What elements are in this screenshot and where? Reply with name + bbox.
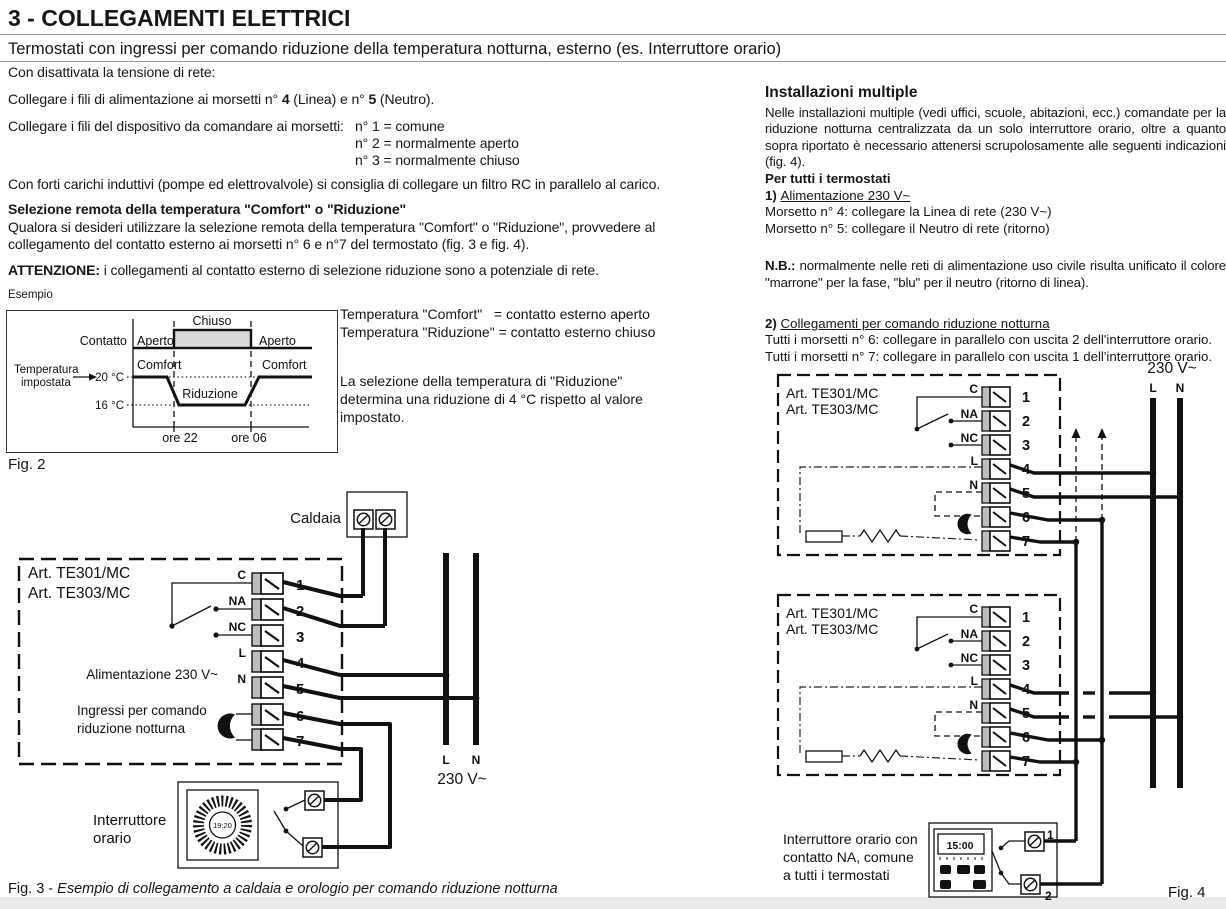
supply-label: Alimentazione 230 V~: [86, 667, 218, 682]
item-1-title: Alimentazione 230 V~: [780, 187, 911, 203]
mains-voltage-label: 230 V~: [1147, 360, 1197, 377]
fig2-side-legend: [340, 306, 655, 341]
fig3-diagram: [0, 478, 560, 880]
moon-icon: [957, 514, 971, 535]
list-item: n° 3 = normalmente chiuso: [355, 152, 520, 168]
svg-text:3: 3: [1022, 438, 1031, 454]
fig3-caption: [8, 881, 558, 897]
display-time: 15:00: [946, 840, 974, 852]
svg-text:C: C: [237, 568, 246, 582]
moon-icon: [957, 734, 971, 755]
svg-text:C: C: [969, 382, 978, 396]
device-terminal-list: [355, 118, 520, 169]
svg-text:NC: NC: [960, 431, 978, 445]
svg-text:6: 6: [1022, 730, 1031, 746]
fig2-caption: Fig. 2: [8, 456, 46, 473]
comfort-label-1: Comfort: [137, 358, 182, 372]
bus-n-label: N: [1175, 381, 1185, 395]
svg-text:7: 7: [1022, 534, 1031, 550]
temp-16-label: 16 °C: [95, 400, 124, 412]
list-item: n° 2 = normalmente aperto: [355, 135, 519, 151]
svg-text:N: N: [471, 753, 481, 767]
svg-text:5: 5: [1022, 706, 1031, 722]
mains-bus: [437, 553, 487, 788]
set-temp-label-1: Temperatura: [14, 364, 79, 376]
set-temp-label-2: impostata: [21, 377, 71, 389]
svg-text:N: N: [237, 672, 246, 686]
mains-bus: [1150, 398, 1183, 788]
divider: [0, 61, 1226, 62]
digital-timer-label-1: Interruttore orario con: [783, 831, 918, 847]
svg-text:5: 5: [1022, 486, 1031, 502]
svg-text:1: 1: [1022, 390, 1031, 406]
article-te301: Art. TE301/MC: [786, 385, 879, 401]
thermostat-1: [778, 375, 1060, 555]
nb-note: [765, 258, 1226, 291]
page-subtitle: Termostati con ingressi per comando riduzione della temperatura notturna, esterno (es. Interruttore orario): [8, 40, 782, 58]
reduction-note: La selezione della temperatura di "Riduzione" determina una riduzione di 4 °C rispetto al valore impostato.: [340, 373, 643, 425]
continuation-arrow-icon: [1072, 428, 1081, 438]
terminal-4-instruction: Morsetto n° 4: collegare la Linea di rete (230 V~): [765, 204, 1052, 220]
svg-text:4: 4: [296, 655, 305, 672]
section-paragraph: Nelle installazioni multiple (vedi uffici, scuole, abitazioni, ecc.) comandate per la riduzione notturna centralizzata da un solo interruttore orario, oltre a quanto sopra riportato è necessario attenersi scrupolosamente alle seguenti indicazioni (fig. 4).: [765, 104, 1226, 170]
power-mid: (Linea) e n°: [289, 91, 369, 107]
svg-text:3: 3: [1022, 658, 1031, 674]
terminal-4-ref: 4: [281, 91, 290, 107]
rc-note: Con forti carichi induttivi (pompe ed elettrovalvole) si consiglia di collegare un filtro RC in parallelo al carico.: [8, 176, 661, 192]
article-te303: Art. TE303/MC: [786, 621, 879, 637]
contact-letters: [229, 568, 247, 686]
fig3-caption-text: Esempio di collegamento a caldaia e orologio per comando riduzione notturna: [57, 881, 558, 897]
item-2-heading: [765, 316, 1226, 333]
time-switch-label-1: Interruttore: [93, 812, 167, 829]
device-block: [8, 118, 748, 168]
mains-voltage-label: 230 V~: [437, 771, 487, 788]
power-post: (Neutro).: [376, 91, 435, 107]
svg-text:6: 6: [1022, 510, 1031, 526]
output-2-label: 2: [1045, 889, 1052, 903]
svg-text:C: C: [969, 602, 978, 616]
device-label: Collegare i fili del dispositivo da comandare ai morsetti:: [8, 118, 344, 134]
thermostat-1-wires: [1010, 428, 1183, 884]
reduction-label: Riduzione: [182, 387, 238, 401]
closed-label: Chiuso: [192, 314, 232, 328]
terminal-5-ref: 5: [368, 91, 377, 107]
fig4-diagram: [768, 352, 1226, 908]
remote-heading: Selezione remota della temperatura "Comfort" o "Riduzione": [8, 201, 407, 217]
svg-text:N: N: [969, 478, 978, 492]
item-1-number: 1): [765, 187, 777, 203]
svg-text:N: N: [969, 698, 978, 712]
svg-text:4: 4: [1022, 682, 1031, 698]
svg-text:NC: NC: [960, 651, 978, 665]
svg-text:L: L: [970, 454, 978, 468]
terminal-block: [252, 573, 283, 750]
svg-text:5: 5: [296, 681, 305, 698]
multiple-installations-section: [765, 85, 1226, 365]
divider: [0, 34, 1226, 35]
night-input-label-1: Ingressi per comando: [77, 703, 207, 718]
article-te301: Art. TE301/MC: [786, 605, 879, 621]
svg-text:L: L: [970, 674, 978, 688]
power-line: [8, 91, 434, 108]
svg-text:6: 6: [296, 708, 305, 725]
dial-time: 19:20: [213, 821, 232, 830]
moon-icon: [218, 714, 252, 741]
time-switch-label-2: orario: [93, 830, 132, 847]
terminal-7-instruction: Tutti i morsetti n° 7: collegare in parallelo con uscita 1 dell'interruttore orario.: [765, 348, 1213, 364]
contact-label: Contatto: [79, 334, 127, 348]
power-pre: Collegare i fili di alimentazione ai morsetti n°: [8, 91, 282, 107]
temp-20-label: 20 °C: [95, 372, 124, 384]
timer-buttons: [940, 865, 986, 889]
warning-label: ATTENZIONE:: [8, 262, 100, 278]
time-switch: [178, 782, 338, 868]
item-2-number: 2): [765, 315, 777, 331]
fig2-diagram: [7, 311, 337, 452]
list-item: n° 1 = comune: [355, 118, 445, 134]
section-heading: Installazioni multiple: [765, 84, 918, 101]
digital-timer-label-2: contatto NA, comune: [783, 849, 914, 865]
article-te303: Art. TE303/MC: [786, 401, 879, 417]
open-label-1: Aperto: [137, 334, 174, 348]
article-te303: Art. TE303/MC: [28, 585, 131, 602]
warning-line: [8, 262, 599, 279]
comfort-label-2: Comfort: [262, 358, 307, 372]
svg-text:7: 7: [1022, 754, 1031, 770]
comfort-definition: Temperatura "Comfort" = contatto esterno aperto: [340, 306, 650, 322]
fig3-caption-number: Fig. 3 -: [8, 881, 58, 897]
article-te301: Art. TE301/MC: [28, 565, 131, 582]
svg-text:1: 1: [1022, 610, 1031, 626]
continuation-arrow-icon: [1098, 428, 1107, 438]
thermostat-2-wires: [1010, 685, 1183, 765]
terminal-6-instruction: Tutti i morsetti n° 6: collegare in parallelo con uscita 2 dell'interruttore orario.: [765, 332, 1213, 348]
nb-label: N.B.:: [765, 258, 796, 274]
warning-text: i collegamenti al contatto esterno di selezione riduzione sono a potenziale di rete.: [99, 262, 599, 278]
digital-timer-label-3: a tutti i termostati: [783, 867, 890, 883]
bus-l-label: L: [1149, 381, 1157, 395]
output-1-label: 1: [1047, 828, 1054, 842]
svg-text:NC: NC: [228, 620, 246, 634]
hour-06-label: ore 06: [231, 431, 267, 445]
boiler-screw-terminals: [354, 510, 395, 529]
reduction-definition: Temperatura "Riduzione" = contatto esterno chiuso: [340, 323, 656, 340]
page-title: 3 - COLLEGAMENTI ELETTRICI: [8, 5, 351, 31]
svg-text:7: 7: [296, 733, 305, 750]
all-thermostats-heading: Per tutti i termostati: [765, 170, 891, 186]
hour-22-label: ore 22: [162, 431, 198, 445]
item-2-title: Collegamenti per comando riduzione notturna: [780, 315, 1050, 331]
fig4-caption: Fig. 4: [1168, 884, 1206, 901]
intro-line: Con disattivata la tensione di rete:: [8, 64, 216, 80]
svg-text:3: 3: [296, 629, 305, 646]
thermostat-2: [778, 595, 1060, 775]
svg-text:NA: NA: [228, 594, 246, 608]
svg-text:2: 2: [1022, 414, 1031, 430]
nb-text: normalmente nelle reti di alimentazione uso civile risulta unificato il colore "marrone" per la fase, "blu" per il neutro (ritorno di linea).: [765, 258, 1226, 290]
svg-text:2: 2: [1022, 634, 1031, 650]
example-label: Esempio: [8, 289, 53, 301]
svg-text:2: 2: [296, 603, 305, 620]
open-label-2: Aperto: [259, 334, 296, 348]
svg-text:L: L: [442, 753, 450, 767]
svg-text:NA: NA: [960, 407, 978, 421]
svg-text:4: 4: [1022, 462, 1031, 478]
item-1-heading: [765, 188, 1226, 205]
svg-text:NA: NA: [960, 627, 978, 641]
terminal-5-instruction: Morsetto n° 5: collegare il Neutro di rete (ritorno): [765, 220, 1050, 236]
fig2-frame: [6, 310, 338, 453]
remote-paragraph: Qualora si desideri utilizzare la selezione remota della temperatura "Comfort" o "Riduzione", provvedere al collegamento del contatto esterno ai morsetti n° 6 e n°7 del termostato (fig. 3 e fig. 4).: [8, 219, 656, 252]
night-input-label-2: riduzione notturna: [77, 721, 186, 736]
boiler-label: Caldaia: [290, 510, 341, 527]
svg-text:L: L: [238, 646, 246, 660]
svg-text:1: 1: [296, 577, 305, 594]
